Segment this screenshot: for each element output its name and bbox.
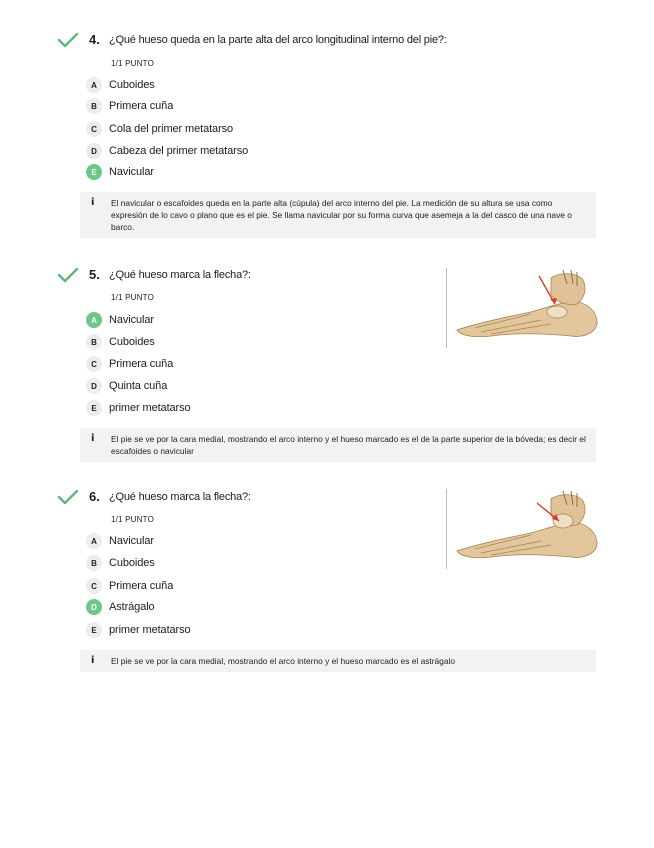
option-label: Primera cuña bbox=[109, 358, 174, 370]
foot-skeleton-image bbox=[446, 489, 599, 569]
question-number: 5. bbox=[89, 267, 100, 282]
explanation-box bbox=[80, 192, 596, 238]
option-letter-badge: B bbox=[86, 334, 102, 350]
option-label: Astrágalo bbox=[109, 601, 155, 613]
option-e[interactable] bbox=[86, 399, 191, 417]
option-letter-badge: D bbox=[86, 143, 102, 159]
option-label: Navicular bbox=[109, 535, 154, 547]
points-label: 1/1 PUNTO bbox=[111, 59, 154, 68]
question-number: 6. bbox=[89, 489, 100, 504]
option-letter-badge: A bbox=[86, 77, 102, 93]
option-d[interactable] bbox=[86, 377, 167, 395]
explanation-text: El pie se ve por la cara medial, mostrando el arco interno y el hueso marcado es el astrágalo bbox=[111, 656, 456, 666]
option-a[interactable] bbox=[86, 532, 154, 550]
option-label: Primera cuña bbox=[109, 580, 174, 592]
option-d[interactable] bbox=[86, 142, 248, 160]
option-a[interactable] bbox=[86, 76, 155, 94]
points-label: 1/1 PUNTO bbox=[111, 515, 154, 524]
option-label: Cuboides bbox=[109, 79, 155, 91]
explanation-box bbox=[80, 428, 596, 462]
option-letter-badge: B bbox=[86, 98, 102, 114]
option-b[interactable] bbox=[86, 333, 155, 351]
option-label: Cabeza del primer metatarso bbox=[109, 145, 249, 157]
explanation-box bbox=[80, 650, 596, 672]
option-letter-badge: E bbox=[86, 622, 102, 638]
question-number: 4. bbox=[89, 32, 100, 47]
option-label: Primera cuña bbox=[109, 100, 174, 112]
foot-bones-illustration bbox=[451, 489, 599, 569]
option-label: Cola del primer metatarso bbox=[109, 123, 234, 135]
question-text: ¿Qué hueso marca la flecha?: bbox=[109, 491, 251, 503]
check-icon bbox=[57, 267, 79, 283]
option-label: Cuboides bbox=[109, 336, 155, 348]
check-icon bbox=[57, 489, 79, 505]
option-letter-badge: C bbox=[86, 121, 102, 137]
option-c[interactable] bbox=[86, 355, 173, 373]
info-icon: i bbox=[91, 433, 95, 444]
option-letter-badge: C bbox=[86, 578, 102, 594]
foot-bones-illustration bbox=[451, 268, 599, 348]
option-letter-badge: B bbox=[86, 555, 102, 571]
option-c[interactable] bbox=[86, 120, 233, 138]
info-icon: i bbox=[91, 655, 95, 666]
option-label: Navicular bbox=[109, 166, 154, 178]
option-b[interactable] bbox=[86, 97, 173, 115]
question-text: ¿Qué hueso marca la flecha?: bbox=[109, 269, 251, 281]
check-icon bbox=[57, 32, 79, 48]
option-letter-badge: D bbox=[86, 378, 102, 394]
option-label: Navicular bbox=[109, 314, 154, 326]
points-label: 1/1 PUNTO bbox=[111, 293, 154, 302]
option-letter-badge: A bbox=[86, 533, 102, 549]
question-text: ¿Qué hueso queda en la parte alta del arco longitudinal interno del pie?: bbox=[109, 34, 447, 46]
option-letter-badge: E bbox=[86, 400, 102, 416]
option-label: Quinta cuña bbox=[109, 380, 168, 392]
option-b[interactable] bbox=[86, 554, 155, 572]
option-letter-badge-correct: A bbox=[86, 312, 102, 328]
option-letter-badge: C bbox=[86, 356, 102, 372]
option-d-correct[interactable] bbox=[86, 598, 155, 616]
option-letter-badge-correct: D bbox=[86, 599, 102, 615]
option-label: Cuboides bbox=[109, 557, 155, 569]
explanation-text: El navicular o escafoides queda en la parte alta (cúpula) del arco interno del pie. La medición de su altura se usa como expresión de lo cavo o plano que es el pie. Se llama navicular por su forma curva que asemeja a la del casco de una nave o barco. bbox=[111, 198, 572, 232]
option-label: primer metatarso bbox=[109, 402, 191, 414]
foot-skeleton-image bbox=[446, 268, 599, 348]
option-e[interactable] bbox=[86, 621, 191, 639]
explanation-text: El pie se ve por la cara medial, mostrando el arco interno y el hueso marcado es el de la parte superior de la bóveda; es decir el escafoides o navicular bbox=[111, 434, 586, 456]
option-label: primer metatarso bbox=[109, 624, 191, 636]
option-a-correct[interactable] bbox=[86, 311, 154, 329]
info-icon: i bbox=[91, 197, 95, 208]
option-e-correct[interactable] bbox=[86, 163, 154, 181]
option-c[interactable] bbox=[86, 577, 173, 595]
option-letter-badge-correct: E bbox=[86, 164, 102, 180]
